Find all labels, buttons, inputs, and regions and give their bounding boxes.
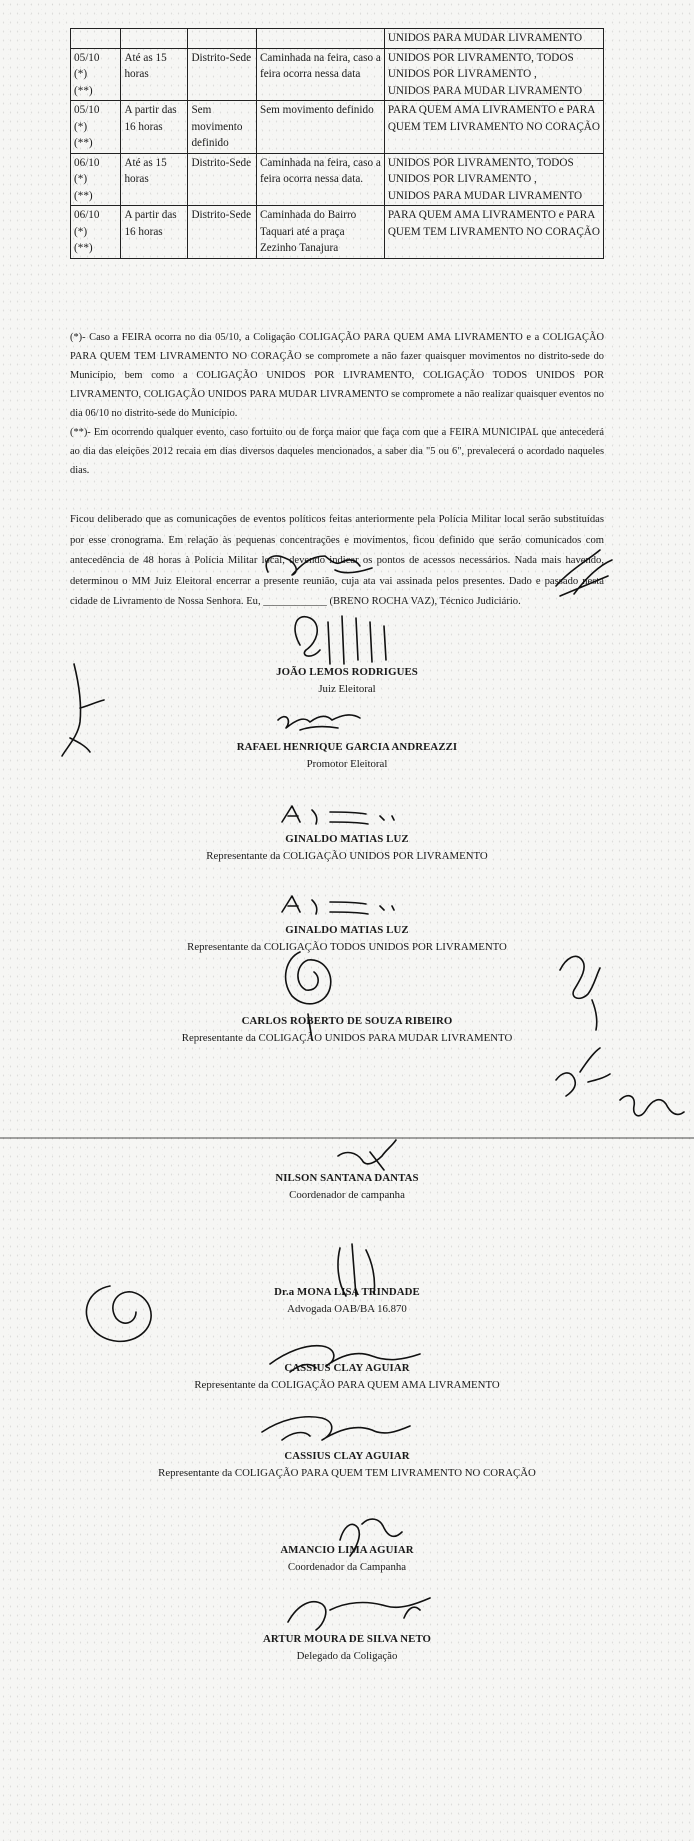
signature-mark <box>278 715 360 730</box>
cell-text: (**) <box>74 189 93 202</box>
signatory-name: JOÃO LEMOS RODRIGUES <box>276 666 418 678</box>
table-row <box>71 48 604 101</box>
table-cell <box>384 29 603 49</box>
cell-text: Caminhada na feira, caso a <box>259 51 381 64</box>
cell-text: (*) <box>74 68 88 80</box>
cell-text: (**) <box>74 242 93 254</box>
signature-mark <box>295 616 386 664</box>
footnotes <box>70 328 604 480</box>
signatory-name: CASSIUS CLAY AGUIAR <box>284 1450 410 1462</box>
table-cell <box>71 29 121 49</box>
time-cell <box>121 153 188 206</box>
cell-text: 16 horas <box>124 225 163 238</box>
cell-text: UNIDOS POR LIVRAMENTO, TODOS <box>387 51 574 64</box>
signatory-name: NILSON SANTANA DANTAS <box>275 1172 419 1184</box>
footnote-single-asterisk: (*)- Caso a FEIRA ocorra no dia 05/10, a Coligação COLIGAÇÃO PARA QUEM AMA LIVRAMENTO e a COLIGAÇÃO PARA QUEM TEM LIVRAMENTO NO CORAÇÃO se compromete a não fazer quaisquer movimentos no distrito-sede do Município, bem como a COLIGAÇÃO UNIDOS POR LIVRAMENTO, COLIGAÇÃO TODOS UNIDOS POR LIVRAMENTO, COLIGAÇÃO UNIDOS PARA MUDAR LIVRAMENTO se compromete a não realizar quaisquer eventos no dia 06/10 no distrito-sede do Município. <box>70 332 604 419</box>
time-cell <box>121 206 188 259</box>
date-cell <box>71 206 121 259</box>
table-row <box>71 101 604 154</box>
table-cell <box>121 29 188 49</box>
cell-text: Sem movimento definido <box>259 104 374 116</box>
signature-block <box>0 1448 694 1482</box>
signatory-role: Representante da COLIGAÇÃO TODOS UNIDOS POR LIVRAMENTO <box>187 941 507 953</box>
cell-text: 06/10 <box>74 209 100 221</box>
signature-block <box>0 1631 694 1665</box>
signatory-role: Representante da COLIGAÇÃO UNIDOS PARA MUDAR LIVRAMENTO <box>181 1032 513 1044</box>
cell-text: Caminhada na feira, caso a <box>259 156 381 169</box>
signature-block <box>0 739 694 773</box>
cell-text: (*) <box>74 120 88 133</box>
cell-text: Taquari até a praça <box>259 225 345 238</box>
signature-block <box>0 1284 694 1318</box>
cell-text: feira ocorra nessa data. <box>259 173 364 185</box>
signatory-name: ARTUR MOURA DE SILVA NETO <box>262 1633 432 1645</box>
cell-text: QUEM TEM LIVRAMENTO NO CORAÇÃO <box>387 120 600 133</box>
signatory-name: RAFAEL HENRIQUE GARCIA ANDREAZZI <box>236 741 458 753</box>
signature-mark <box>338 1140 396 1170</box>
table-row <box>71 206 604 259</box>
cell-text: UNIDOS POR LIVRAMENTO, TODOS <box>387 156 574 169</box>
table-row <box>71 153 604 206</box>
page-fold-divider <box>0 1137 694 1139</box>
signature-block <box>0 1542 694 1576</box>
cell-text: UNIDOS POR LIVRAMENTO , <box>387 68 537 80</box>
footnote-double-asterisk: (**)- Em ocorrendo qualquer evento, caso fortuito ou de força maior que faça com que a FEIRA MUNICIPAL que antecederá ao dia das eleições 2012 recaia em dias diversos daqueles mencionados, a saber dia "5 ou 6", prevalecerá o acordado naqueles dias. <box>70 427 604 476</box>
cell-text: PARA QUEM AMA LIVRAMENTO e PARA <box>387 209 596 221</box>
event-cell <box>256 206 384 259</box>
cell-text: horas <box>124 173 149 185</box>
signatory-role: Delegado da Coligação <box>296 1650 398 1662</box>
signatory-role: Coordenador de campanha <box>289 1189 405 1201</box>
cell-text: A partir das <box>124 104 177 116</box>
cell-text: movimento <box>191 120 243 133</box>
signature-block <box>0 664 694 698</box>
signatory-role: Coordenador da Campanha <box>287 1561 407 1573</box>
cell-text: Zezinho Tanajura <box>259 242 339 254</box>
signatory-name: CASSIUS CLAY AGUIAR <box>284 1362 410 1374</box>
signature-mark <box>620 1096 684 1116</box>
cell-text: 06/10 <box>74 156 100 169</box>
cell-text: A partir das <box>124 209 177 221</box>
signatory-name: AMANCIO LIMA AGUIAR <box>280 1544 414 1556</box>
cell-text: 16 horas <box>124 120 163 133</box>
coalitions-cell <box>384 153 603 206</box>
cell-text: Até as 15 <box>124 156 167 169</box>
cell-text: Até as 15 <box>124 51 167 64</box>
place-cell <box>188 206 257 259</box>
place-cell <box>188 101 257 154</box>
cell-text: Sem <box>191 104 212 116</box>
event-cell <box>256 153 384 206</box>
signatory-name: Dr.a MONA LISA TRINDADE <box>274 1286 420 1298</box>
place-cell <box>188 153 257 206</box>
table-row <box>71 29 604 49</box>
signatory-role: Representante da COLIGAÇÃO UNIDOS POR LIVRAMENTO <box>206 850 488 862</box>
signatory-role: Juiz Eleitoral <box>318 683 376 695</box>
place-cell <box>188 48 257 101</box>
cell-text: 05/10 <box>74 51 100 64</box>
signature-block <box>0 831 694 865</box>
schedule-table <box>70 28 604 259</box>
signatory-role: Advogada OAB/BA 16.870 <box>287 1303 407 1315</box>
signature-mark <box>262 1417 410 1440</box>
signature-block <box>0 922 694 956</box>
cell-text: horas <box>124 68 149 80</box>
signatory-name: GINALDO MATIAS LUZ <box>285 924 409 936</box>
table-cell <box>256 29 384 49</box>
date-cell <box>71 48 121 101</box>
signatory-name: CARLOS ROBERTO DE SOUZA RIBEIRO <box>241 1015 453 1027</box>
time-cell <box>121 101 188 154</box>
cell-text: UNIDOS PARA MUDAR LIVRAMENTO <box>387 189 583 202</box>
cell-text: Distrito-Sede <box>191 156 252 169</box>
date-cell <box>71 153 121 206</box>
signature-mark <box>282 806 394 824</box>
cell-text: (*) <box>74 225 88 238</box>
signature-block <box>0 1360 694 1394</box>
closing-paragraph: Ficou deliberado que as comunicações de eventos políticos feitas anteriormente pela Polícia Militar local serão substituídas por esse cronograma. Em relação às pequenas concentrações e movimentos, ficou definido que serão comunicados com antecedência de 48 horas à Polícia Militar local, devendo indicar os pontos de acessos necessários. Nada mais havendo, determinou o MM Juiz Eleitoral encerrar a presente reunião, cuja ata vai assinada pelos presentes. Dado e passado nesta cidade de Livramento de Nossa Senhora. Eu, ____________ (BRENO ROCHA VAZ), Técnico Judiciário. <box>70 514 604 607</box>
signature-mark <box>556 1048 610 1096</box>
signature-mark <box>288 1598 430 1630</box>
coalitions-cell <box>384 101 603 154</box>
cell-text: Distrito-Sede <box>191 209 252 221</box>
coalitions-cell <box>384 48 603 101</box>
cell-text: UNIDOS PARA MUDAR LIVRAMENTO <box>387 84 583 97</box>
signature-block <box>0 1170 694 1204</box>
signatory-name: GINALDO MATIAS LUZ <box>285 833 409 845</box>
cell-text: Distrito-Sede <box>191 51 252 64</box>
coalitions-cell <box>384 206 603 259</box>
cell-text: (*) <box>74 173 88 185</box>
cell-text: (**) <box>74 84 93 97</box>
cell-text: definido <box>191 137 229 149</box>
signatory-role: Representante da COLIGAÇÃO PARA QUEM AMA LIVRAMENTO <box>194 1379 500 1391</box>
cell-text: PARA QUEM AMA LIVRAMENTO e PARA <box>387 104 596 116</box>
cell-text: QUEM TEM LIVRAMENTO NO CORAÇÃO <box>387 225 600 238</box>
event-cell <box>256 48 384 101</box>
table-cell <box>188 29 257 49</box>
signatory-role: Promotor Eleitoral <box>306 758 388 770</box>
date-cell <box>71 101 121 154</box>
signature-mark <box>282 896 394 914</box>
signature-block <box>0 1013 694 1047</box>
event-cell <box>256 101 384 154</box>
cell-text: feira ocorra nessa data <box>259 68 361 80</box>
cell-text: Caminhada do Bairro <box>259 209 357 221</box>
cell-text: UNIDOS POR LIVRAMENTO , <box>387 173 537 185</box>
cell-text: (**) <box>74 137 93 149</box>
signatory-role: Representante da COLIGAÇÃO PARA QUEM TEM LIVRAMENTO NO CORAÇÃO <box>158 1467 536 1479</box>
time-cell <box>121 48 188 101</box>
cell-text: 05/10 <box>74 104 100 116</box>
cell-text: UNIDOS PARA MUDAR LIVRAMENTO <box>387 32 583 44</box>
